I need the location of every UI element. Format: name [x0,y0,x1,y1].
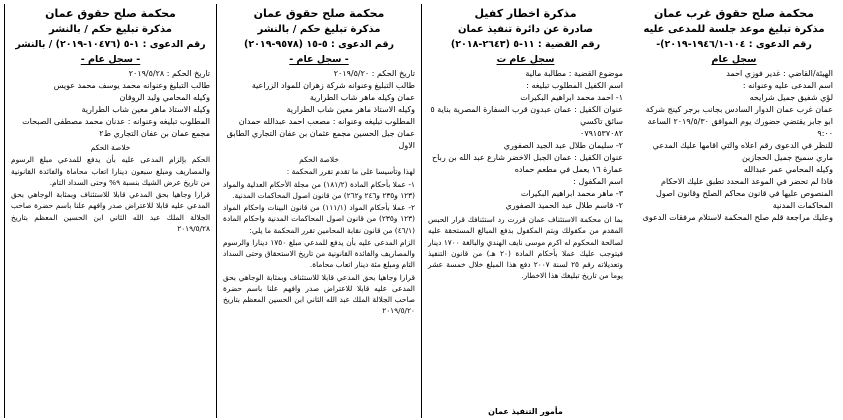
notice-1-body-paragraph: قرارا وجاهيا بحق المدعي قابلا للاستئناف وبمثابة الوجاهي بحق المدعي عليه قابلا للاعتراض صدر وافهم علنا باسم حضرة صاحب الجلالة الملك عبد الله الثاني ابن الحسين المعظم بتاريخ ٢٠١٩/٥/٢٨ [11,190,210,233]
notice-1-case-number: رقم الدعوى : ١-٥ (١٠٤٧٦-٢٠١٩) / بالنشر [15,39,206,51]
notice-4-meta-item: وعليك مراجعة قلم صلح المحكمة لاستلام مرفقات الدعوى [642,213,833,223]
notice-3-meta [428,68,623,212]
notice-column-3 [421,4,629,418]
notice-4-meta-item: فاذا لم تحضر في الموعد المحدد تطبق عليك الاحكام المنصوص عليها في قانون محاكم الصلح وقانون اصول المحاكمات المدنية [656,177,833,211]
notice-4-header [635,7,833,36]
notice-4-case-number: رقم الدعوى : ١٠٤-١٩٤٦/١-٢٠١٩)- [656,39,812,51]
notice-1-meta-item: مجمع عمان بن عفان التجاري ط٢ [99,129,210,139]
notice-1-body [11,142,210,235]
notice-4-meta [635,68,833,224]
notice-4-meta-item: وكيله المحامي عمر عبدالله [743,165,833,175]
notice-3-meta-item: عنوان الكفيل : عمان عبدون قرب السفارة المصرية بناية ٥ سائق تاكسي [430,105,623,127]
notice-3-header-line2: صادرة عن دائرة تنفيذ عمان [457,23,594,35]
notice-2-case-number: رقم الدعوى : ٥-١٥ (٩٥٧٨-٢٠١٩) [243,39,395,51]
notice-2-meta-item: عمان جبل الحسين مجمع عثمان بن عفان التجاري الطابق الاول [226,129,415,151]
notice-1-meta-item: وكيله الاستاذ ماهر معين شاب الطرارية [81,105,210,115]
notice-2-header [223,7,415,36]
notice-2-body-paragraph: ١- عملا بأحكام المادة (١٨١/٢) من مجلة الأحكام العدلية والمواد (١٢٣ و٢٣٥ و٢٤٦ و٢٦٢) من قانون اصول المحاكمات المدنية. [223,179,415,200]
notice-1-body-paragraph: الحكم بإلزام المدعى عليه بأن يدفع للمدعي مبلغ الرسوم والمصاريف ومبلغ سبعون دينارا اتعاب محاماة والفائدة القانونية من تاريخ عرض الشيك بنسبة ٩% وحتى السداد التام. [11,155,210,187]
notice-2-header-line2: مذكرة تبليغ حكم / بالنشر [257,23,381,35]
notice-3-footer: مأمور التنفيذ عمان [488,407,563,416]
notice-1-registry: - سجل عام - [80,54,141,66]
notice-4-registry: سجل عام [711,54,757,66]
notice-2-header-line1: محكمة صلح حقوق عمان [253,7,385,20]
notice-4-meta-item: اسم المدعى عليه وعنوانه : [742,81,833,91]
notice-column-1 [4,4,216,418]
notice-1-meta-item: طالب التبليغ وعنوانه محمد يوسف محمد عويس [53,81,210,91]
notice-2-body-title: خلاصة الحكم [299,155,339,165]
notice-2-meta-item: وكيله الاستاذ ماهر معين شاب الطرارية [286,105,415,115]
notice-2-meta-item: تاريخ الحكم : ٢٠١٩/٥/٢٠ [333,69,415,79]
notice-3-meta-item: ٠٧٩١٥٣٧٠٨٢ [580,129,623,139]
notice-3-header [428,7,623,36]
notice-3-registry: سجل عام ت [496,54,555,66]
notice-3-meta-item: ١- احمد محمد ابراهيم البكيرات [520,93,623,103]
notice-1-body-title: خلاصة الحكم [90,143,131,153]
notice-2-body-paragraph: قرارا وجاهيا بحق المدعي قابلا للاستئناف وبمثابة الوجاهي بحق المدعى عليه قابلا للاعتراض صدر وافهم علنا باسم حضرة صاحب الجلالة الملك عبد الله الثاني ابن الحسين المعظم بتاريخ ٢٠١٩/٥/٢٠ [223,272,415,316]
notice-2-body-paragraph: لهذا وتأسيسا على ما تقدم تقرر المحكمة : [286,167,415,177]
notice-column-4 [629,4,839,418]
notice-4-meta-item: للنظر في الدعوى رقم اعلاه والتي اقامها عليك المدعي [652,141,833,151]
notice-1-meta [11,68,210,140]
notice-1-header-line1: محكمة صلح حقوق عمان [45,7,176,20]
notice-2-meta-item: المطلوب تبليغه وعنوانه : مصعب احمد عبدالله حمدان [238,117,415,127]
notice-3-body-paragraph: بما ان محكمة الاستئناف عمان قررت رد استئنافك قرار الحبس المقدم من مكفولك وبتم المكفول بدفع المبالغ المستحقة عليه لصالحة المحكوم له اكرم موسى نايف الهندي والبالغة ١٧٠٠ دينار فيتوجب عليك عملا بأحكام المادة (٢٠ هـ) من قانون التنفيذ وتعديلاته رقم ٢٥ لسنة ٢٠٠٧ دفع هذا المبلغ خلال خمسة عشر يوما من تاريخ تبليغك هذا الاخطار. [428,215,624,281]
notice-2-meta [223,68,415,152]
notice-1-meta-item: تاريخ الحكم : ٢٠١٩/٥/٢٨ [128,69,210,79]
notice-3-meta-item: اسم الكفيل المطلوب تبليغه : [526,81,623,91]
notice-2-body-paragraph: ٢- عملا بأحكام المواد (١١١/١) من قانون البينات واحكام المواد (١٢٣ و٢٣٥) من قانون اصول المحاكمات المدنية واحكام المادة (٤٦/١) من قانون نقابة المحامين تقرر المحكمة ما يلي: [223,203,416,235]
notice-column-2 [216,4,421,418]
notice-2-body [223,154,415,318]
notice-3-body [428,214,623,283]
notice-4-header-line1: محكمة صلح حقوق غرب عمان [654,7,814,20]
notice-2-meta-item: عمان وكيله ماهر شاب الطرارية [309,93,415,103]
notice-3-header-line1: مذكرة اخطار كفيل [474,7,577,20]
notice-4-header-line2: مذكرة تبليغ موعد جلسة للمدعى عليه [643,23,825,35]
notice-3-meta-item: ٣- ماهر محمد ابراهيم البكيرات [520,189,623,199]
notice-3-meta-item: عنوان الكفيل : عمان الجبل الاخضر شارع عبد الله بن رباح عمارة ١٦ يعمل في مطعم حماده [432,153,623,175]
notice-1-header-line2: مذكرة تبليغ حكم / بالنشر [49,23,172,35]
notice-4-meta-item: الهيئة/القاضي : غدير فوزي احمد [726,69,833,79]
notice-1-meta-item: وكيله المحامي وليد الروفان [119,93,210,103]
notice-3-meta-item: ٢- سليمان طلال عبد الجيد الصفوري [503,141,623,151]
notice-4-meta-item: لؤي شفيق جميل شرايحه [749,93,833,103]
notice-3-meta-item: ٢- قاسم طلال عبد الحميد الصفوري [505,201,623,211]
notice-3-meta-item: موضوع القضية : مطالبة مالية [525,69,623,79]
notice-2-registry: - سجل عام - [289,54,349,66]
notice-1-meta-item: المطلوب تبليغه وعنوانه : عدنان محمد مصطفى الصبحات [22,117,210,127]
notice-4-meta-item: عمان غرب عمان الدوار السادس بجانب برجر كينج شركة ابو جابر يقتضي حضورك يوم الموافق ٢٠١٩/٥/٣٠ الساعة ٩:٠٠ [645,105,833,139]
notice-3-case-number: رقم القضية : ١١-٥ (٢٦٤٣-٢٠١٨) [450,39,601,51]
notice-1-header [11,7,210,36]
notice-2-meta-item: طالب التبليغ وعنوانه شركة زهران للمواد الزراعية [251,81,415,91]
notice-2-body-paragraph: الزام المدعى عليه بأن يدفع للمدعي مبلغ ١٧٥٠ دينارا والرسوم والمصاريف والفائدة القانونية من تاريخ الاستحقاق وحتى السداد التام ومبلغ مئة دينار اتعاب محاماة. [223,237,415,270]
notice-3-meta-item: اسم المكفول : [573,177,623,187]
notice-4-meta-item: ماري سميح جميل الحجازين [741,153,833,163]
